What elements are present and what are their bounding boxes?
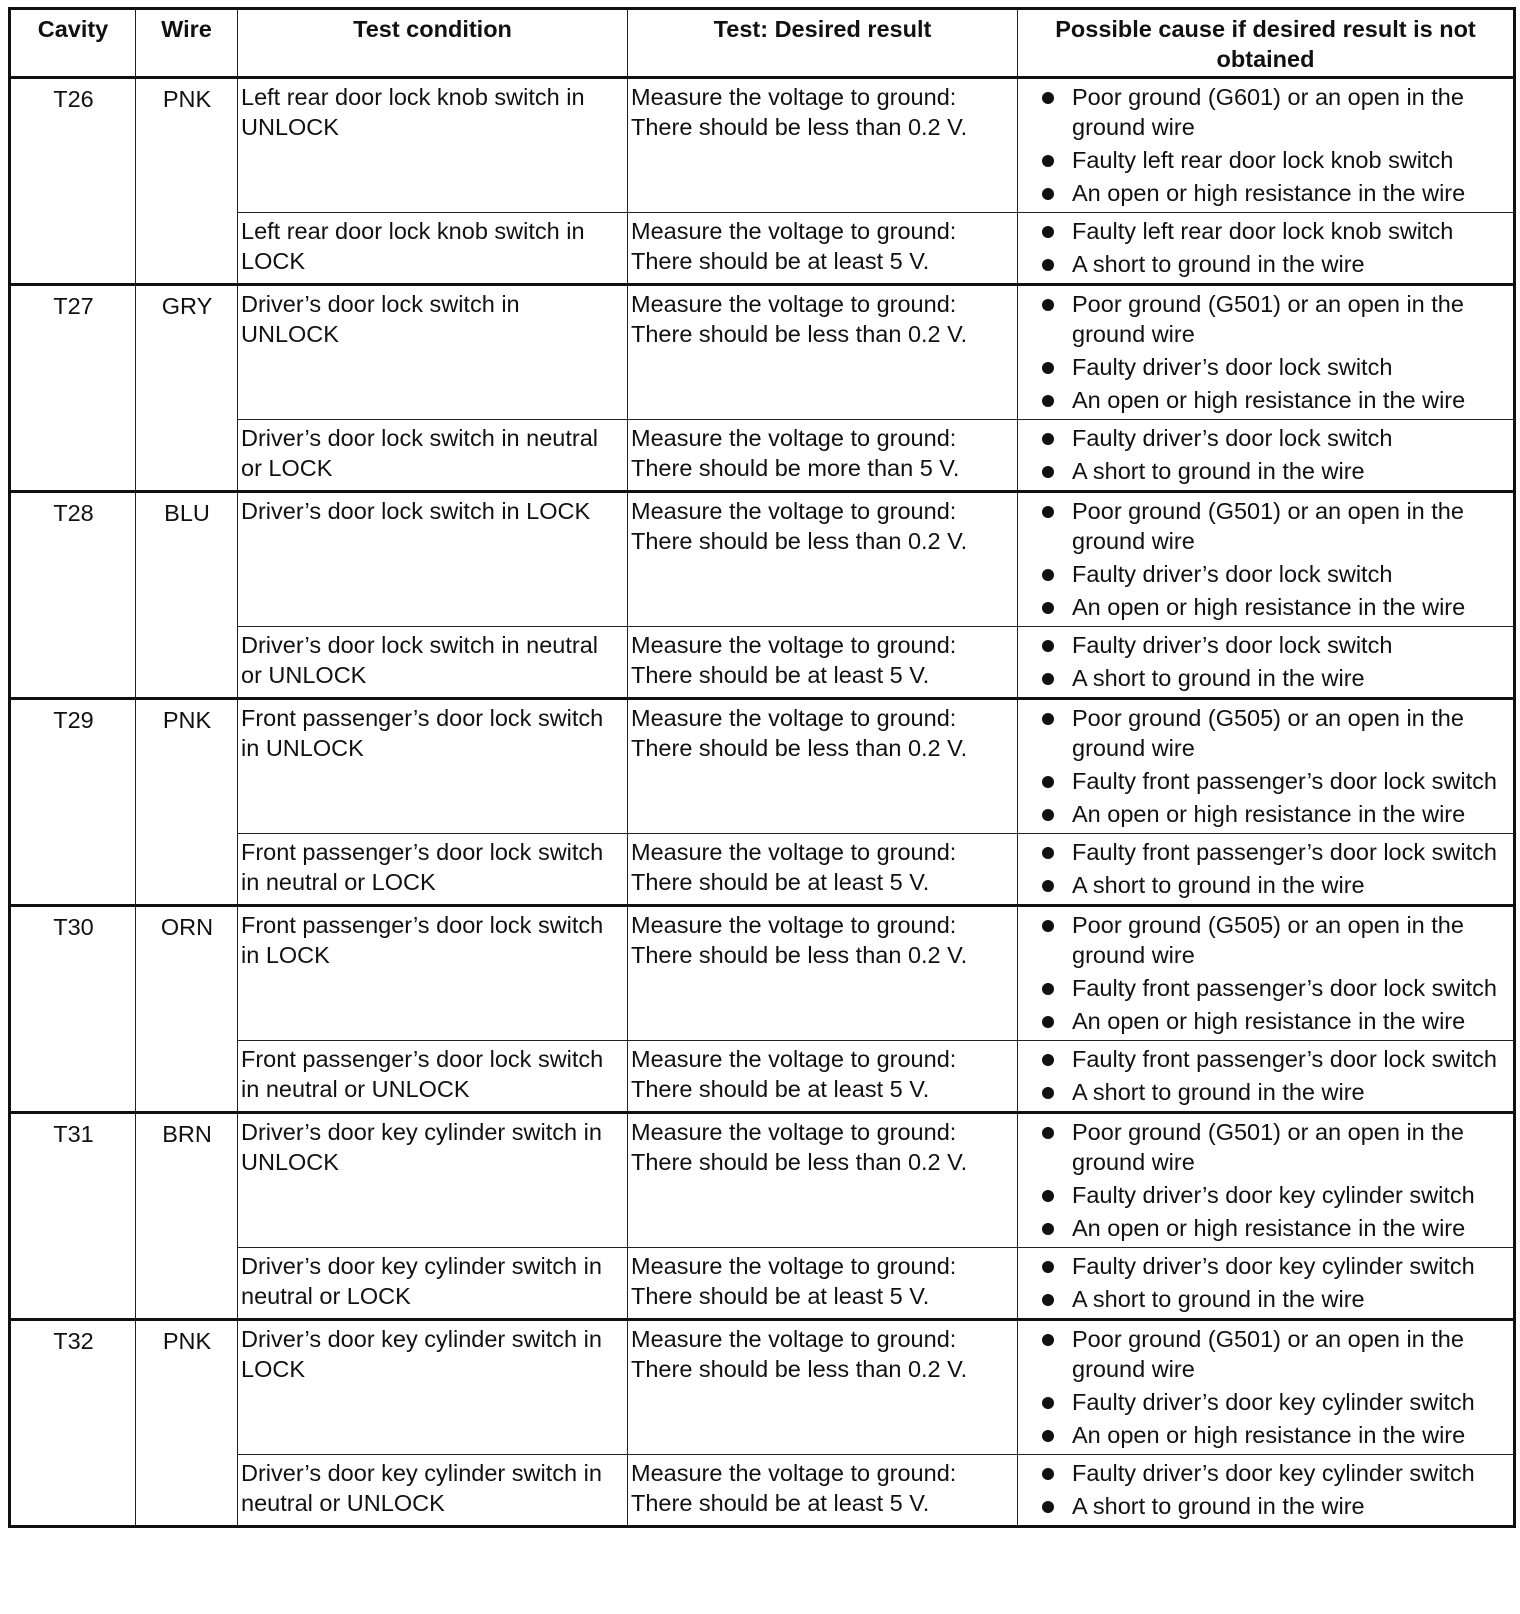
possible-cause-cell bbox=[1018, 213, 1515, 285]
cause-list-item bbox=[1022, 910, 1510, 970]
bullet-icon bbox=[1042, 640, 1054, 652]
bullet-icon bbox=[1042, 1054, 1054, 1066]
bullet-icon bbox=[1042, 433, 1054, 445]
cause-list-item bbox=[1022, 703, 1510, 763]
desired-result-cell: Measure the voltage to ground: There should be less than 0.2 V. bbox=[628, 492, 1018, 627]
cause-list-item bbox=[1022, 1180, 1510, 1210]
desired-result-cell: Measure the voltage to ground: There should be less than 0.2 V. bbox=[628, 906, 1018, 1041]
cause-list bbox=[1022, 630, 1510, 693]
header-desired-result: Test: Desired result bbox=[628, 9, 1018, 78]
test-condition-cell: Driver’s door lock switch in UNLOCK bbox=[238, 285, 628, 420]
cause-list-item bbox=[1022, 973, 1510, 1003]
cause-list-item bbox=[1022, 1284, 1510, 1314]
possible-cause-cell bbox=[1018, 1455, 1515, 1527]
header-row bbox=[10, 9, 1515, 78]
header-possible-cause: Possible cause if desired result is not obtained bbox=[1018, 9, 1515, 78]
cause-list-item bbox=[1022, 82, 1510, 142]
desired-result-cell: Measure the voltage to ground: There should be at least 5 V. bbox=[628, 627, 1018, 699]
table-row bbox=[10, 285, 1515, 420]
bullet-icon bbox=[1042, 673, 1054, 685]
cause-list bbox=[1022, 496, 1510, 622]
desired-result-cell: Measure the voltage to ground: There should be at least 5 V. bbox=[628, 1041, 1018, 1113]
cause-list-item bbox=[1022, 423, 1510, 453]
cause-list bbox=[1022, 910, 1510, 1036]
table-row bbox=[10, 699, 1515, 834]
cause-text: Poor ground (G501) or an open in the ground wire bbox=[1072, 1326, 1464, 1382]
cause-text: Faulty front passenger’s door lock switch bbox=[1072, 1046, 1497, 1072]
cause-list-item bbox=[1022, 1387, 1510, 1417]
desired-result-cell: Measure the voltage to ground: There should be less than 0.2 V. bbox=[628, 78, 1018, 213]
test-condition-cell: Front passenger’s door lock switch in LOCK bbox=[238, 906, 628, 1041]
test-condition-cell: Front passenger’s door lock switch in neutral or UNLOCK bbox=[238, 1041, 628, 1113]
cause-list-item bbox=[1022, 249, 1510, 279]
cause-list-item bbox=[1022, 559, 1510, 589]
cause-list bbox=[1022, 1044, 1510, 1107]
wire-color-cell: BRN bbox=[136, 1113, 238, 1320]
cause-list-item bbox=[1022, 1117, 1510, 1177]
cause-text: Faulty driver’s door key cylinder switch bbox=[1072, 1182, 1475, 1208]
test-condition-cell: Front passenger’s door lock switch in neutral or LOCK bbox=[238, 834, 628, 906]
cause-list bbox=[1022, 82, 1510, 208]
bullet-icon bbox=[1042, 1468, 1054, 1480]
bullet-icon bbox=[1042, 1334, 1054, 1346]
cause-list bbox=[1022, 216, 1510, 279]
test-condition-cell: Left rear door lock knob switch in LOCK bbox=[238, 213, 628, 285]
wire-color-cell: BLU bbox=[136, 492, 238, 699]
cavity-cell: T31 bbox=[10, 1113, 136, 1320]
wire-test-table bbox=[8, 7, 1516, 1528]
cause-text: An open or high resistance in the wire bbox=[1072, 180, 1466, 206]
cause-text: Faulty left rear door lock knob switch bbox=[1072, 147, 1454, 173]
cause-list-item bbox=[1022, 870, 1510, 900]
cause-list bbox=[1022, 423, 1510, 486]
cause-list-item bbox=[1022, 496, 1510, 556]
cause-list-item bbox=[1022, 663, 1510, 693]
table-row bbox=[10, 906, 1515, 1041]
table-row bbox=[10, 1113, 1515, 1248]
bullet-icon bbox=[1042, 226, 1054, 238]
table-body bbox=[10, 78, 1515, 1527]
test-condition-cell: Driver’s door lock switch in neutral or LOCK bbox=[238, 420, 628, 492]
desired-result-cell: Measure the voltage to ground: There should be at least 5 V. bbox=[628, 1248, 1018, 1320]
bullet-icon bbox=[1042, 983, 1054, 995]
desired-result-cell: Measure the voltage to ground: There should be at least 5 V. bbox=[628, 1455, 1018, 1527]
desired-result-cell: Measure the voltage to ground: There should be less than 0.2 V. bbox=[628, 699, 1018, 834]
bullet-icon bbox=[1042, 259, 1054, 271]
header-test-condition: Test condition bbox=[238, 9, 628, 78]
desired-result-cell: Measure the voltage to ground: There should be at least 5 V. bbox=[628, 834, 1018, 906]
cause-text: A short to ground in the wire bbox=[1072, 1079, 1365, 1105]
bullet-icon bbox=[1042, 1127, 1054, 1139]
bullet-icon bbox=[1042, 920, 1054, 932]
cause-list-item bbox=[1022, 592, 1510, 622]
cause-text: Faulty front passenger’s door lock switch bbox=[1072, 839, 1497, 865]
cause-text: Faulty left rear door lock knob switch bbox=[1072, 218, 1454, 244]
test-condition-cell: Driver’s door key cylinder switch in LOCK bbox=[238, 1320, 628, 1455]
desired-result-cell: Measure the voltage to ground: There should be less than 0.2 V. bbox=[628, 1320, 1018, 1455]
table-row bbox=[10, 78, 1515, 213]
possible-cause-cell bbox=[1018, 1248, 1515, 1320]
cause-list-item bbox=[1022, 145, 1510, 175]
test-condition-cell: Front passenger’s door lock switch in UNLOCK bbox=[238, 699, 628, 834]
wire-color-cell: PNK bbox=[136, 699, 238, 906]
possible-cause-cell bbox=[1018, 492, 1515, 627]
cause-list-item bbox=[1022, 216, 1510, 246]
possible-cause-cell bbox=[1018, 1041, 1515, 1113]
cause-text: A short to ground in the wire bbox=[1072, 251, 1365, 277]
cause-text: Faulty driver’s door lock switch bbox=[1072, 561, 1393, 587]
cause-list-item bbox=[1022, 1491, 1510, 1521]
possible-cause-cell bbox=[1018, 834, 1515, 906]
cause-text: A short to ground in the wire bbox=[1072, 665, 1365, 691]
cause-list bbox=[1022, 837, 1510, 900]
cause-text: Faulty driver’s door lock switch bbox=[1072, 425, 1393, 451]
test-condition-cell: Driver’s door key cylinder switch in UNLOCK bbox=[238, 1113, 628, 1248]
desired-result-cell: Measure the voltage to ground: There should be less than 0.2 V. bbox=[628, 285, 1018, 420]
cause-text: An open or high resistance in the wire bbox=[1072, 1008, 1466, 1034]
cause-list bbox=[1022, 1458, 1510, 1521]
cause-text: Faulty driver’s door key cylinder switch bbox=[1072, 1460, 1475, 1486]
cause-list-item bbox=[1022, 1458, 1510, 1488]
header-cavity: Cavity bbox=[10, 9, 136, 78]
cavity-cell: T32 bbox=[10, 1320, 136, 1527]
cause-text: Poor ground (G501) or an open in the ground wire bbox=[1072, 1119, 1464, 1175]
cause-list-item bbox=[1022, 766, 1510, 796]
wire-color-cell: PNK bbox=[136, 1320, 238, 1527]
bullet-icon bbox=[1042, 1501, 1054, 1513]
cause-list-item bbox=[1022, 837, 1510, 867]
wire-color-cell: ORN bbox=[136, 906, 238, 1113]
cause-list-item bbox=[1022, 1077, 1510, 1107]
cause-text: Faulty driver’s door key cylinder switch bbox=[1072, 1253, 1475, 1279]
bullet-icon bbox=[1042, 395, 1054, 407]
cause-list-item bbox=[1022, 352, 1510, 382]
bullet-icon bbox=[1042, 569, 1054, 581]
test-condition-cell: Driver’s door lock switch in LOCK bbox=[238, 492, 628, 627]
cause-list bbox=[1022, 1324, 1510, 1450]
cause-list-item bbox=[1022, 799, 1510, 829]
bullet-icon bbox=[1042, 299, 1054, 311]
table-header bbox=[10, 9, 1515, 78]
cause-list bbox=[1022, 703, 1510, 829]
cavity-cell: T26 bbox=[10, 78, 136, 285]
cavity-cell: T29 bbox=[10, 699, 136, 906]
bullet-icon bbox=[1042, 602, 1054, 614]
bullet-icon bbox=[1042, 506, 1054, 518]
desired-result-cell: Measure the voltage to ground: There should be at least 5 V. bbox=[628, 213, 1018, 285]
cause-list bbox=[1022, 289, 1510, 415]
cause-list-item bbox=[1022, 1420, 1510, 1450]
cause-text: Poor ground (G501) or an open in the ground wire bbox=[1072, 498, 1464, 554]
cause-text: Poor ground (G505) or an open in the ground wire bbox=[1072, 705, 1464, 761]
cause-text: A short to ground in the wire bbox=[1072, 1286, 1365, 1312]
table-row bbox=[10, 492, 1515, 627]
bullet-icon bbox=[1042, 1294, 1054, 1306]
cause-text: An open or high resistance in the wire bbox=[1072, 1422, 1466, 1448]
bullet-icon bbox=[1042, 809, 1054, 821]
cause-list-item bbox=[1022, 1044, 1510, 1074]
possible-cause-cell bbox=[1018, 906, 1515, 1041]
cause-text: An open or high resistance in the wire bbox=[1072, 801, 1466, 827]
cause-text: Faulty driver’s door lock switch bbox=[1072, 632, 1393, 658]
bullet-icon bbox=[1042, 92, 1054, 104]
cause-text: An open or high resistance in the wire bbox=[1072, 1215, 1466, 1241]
cause-text: An open or high resistance in the wire bbox=[1072, 387, 1466, 413]
cause-list-item bbox=[1022, 289, 1510, 349]
cause-list-item bbox=[1022, 1213, 1510, 1243]
bullet-icon bbox=[1042, 1397, 1054, 1409]
cause-list-item bbox=[1022, 385, 1510, 415]
bullet-icon bbox=[1042, 1087, 1054, 1099]
cause-list bbox=[1022, 1117, 1510, 1243]
cause-text: Poor ground (G505) or an open in the ground wire bbox=[1072, 912, 1464, 968]
bullet-icon bbox=[1042, 362, 1054, 374]
cause-list-item bbox=[1022, 1251, 1510, 1281]
wire-color-cell: PNK bbox=[136, 78, 238, 285]
cause-list bbox=[1022, 1251, 1510, 1314]
cause-text: Faulty front passenger’s door lock switch bbox=[1072, 768, 1497, 794]
cavity-cell: T28 bbox=[10, 492, 136, 699]
cause-text: Poor ground (G501) or an open in the ground wire bbox=[1072, 291, 1464, 347]
cause-text: A short to ground in the wire bbox=[1072, 458, 1365, 484]
possible-cause-cell bbox=[1018, 627, 1515, 699]
possible-cause-cell bbox=[1018, 699, 1515, 834]
bullet-icon bbox=[1042, 1190, 1054, 1202]
cause-text: Poor ground (G601) or an open in the ground wire bbox=[1072, 84, 1464, 140]
bullet-icon bbox=[1042, 1223, 1054, 1235]
bullet-icon bbox=[1042, 188, 1054, 200]
desired-result-cell: Measure the voltage to ground: There should be more than 5 V. bbox=[628, 420, 1018, 492]
test-condition-cell: Driver’s door key cylinder switch in neutral or UNLOCK bbox=[238, 1455, 628, 1527]
possible-cause-cell bbox=[1018, 420, 1515, 492]
test-condition-cell: Driver’s door key cylinder switch in neutral or LOCK bbox=[238, 1248, 628, 1320]
header-wire: Wire bbox=[136, 9, 238, 78]
cause-text: A short to ground in the wire bbox=[1072, 1493, 1365, 1519]
cavity-cell: T27 bbox=[10, 285, 136, 492]
cause-list-item bbox=[1022, 630, 1510, 660]
cause-text: Faulty driver’s door key cylinder switch bbox=[1072, 1389, 1475, 1415]
test-condition-cell: Left rear door lock knob switch in UNLOCK bbox=[238, 78, 628, 213]
cause-list-item bbox=[1022, 1006, 1510, 1036]
possible-cause-cell bbox=[1018, 1113, 1515, 1248]
cause-list-item bbox=[1022, 1324, 1510, 1384]
bullet-icon bbox=[1042, 776, 1054, 788]
bullet-icon bbox=[1042, 847, 1054, 859]
desired-result-cell: Measure the voltage to ground: There should be less than 0.2 V. bbox=[628, 1113, 1018, 1248]
cause-list-item bbox=[1022, 456, 1510, 486]
cause-list-item bbox=[1022, 178, 1510, 208]
cause-text: Faulty driver’s door lock switch bbox=[1072, 354, 1393, 380]
possible-cause-cell bbox=[1018, 1320, 1515, 1455]
cavity-cell: T30 bbox=[10, 906, 136, 1113]
wire-color-cell: GRY bbox=[136, 285, 238, 492]
possible-cause-cell bbox=[1018, 78, 1515, 213]
possible-cause-cell bbox=[1018, 285, 1515, 420]
table-row bbox=[10, 1320, 1515, 1455]
bullet-icon bbox=[1042, 1016, 1054, 1028]
cause-text: A short to ground in the wire bbox=[1072, 872, 1365, 898]
cause-text: An open or high resistance in the wire bbox=[1072, 594, 1466, 620]
bullet-icon bbox=[1042, 155, 1054, 167]
bullet-icon bbox=[1042, 1430, 1054, 1442]
test-condition-cell: Driver’s door lock switch in neutral or UNLOCK bbox=[238, 627, 628, 699]
bullet-icon bbox=[1042, 1261, 1054, 1273]
cause-text: Faulty front passenger’s door lock switch bbox=[1072, 975, 1497, 1001]
bullet-icon bbox=[1042, 713, 1054, 725]
bullet-icon bbox=[1042, 466, 1054, 478]
bullet-icon bbox=[1042, 880, 1054, 892]
